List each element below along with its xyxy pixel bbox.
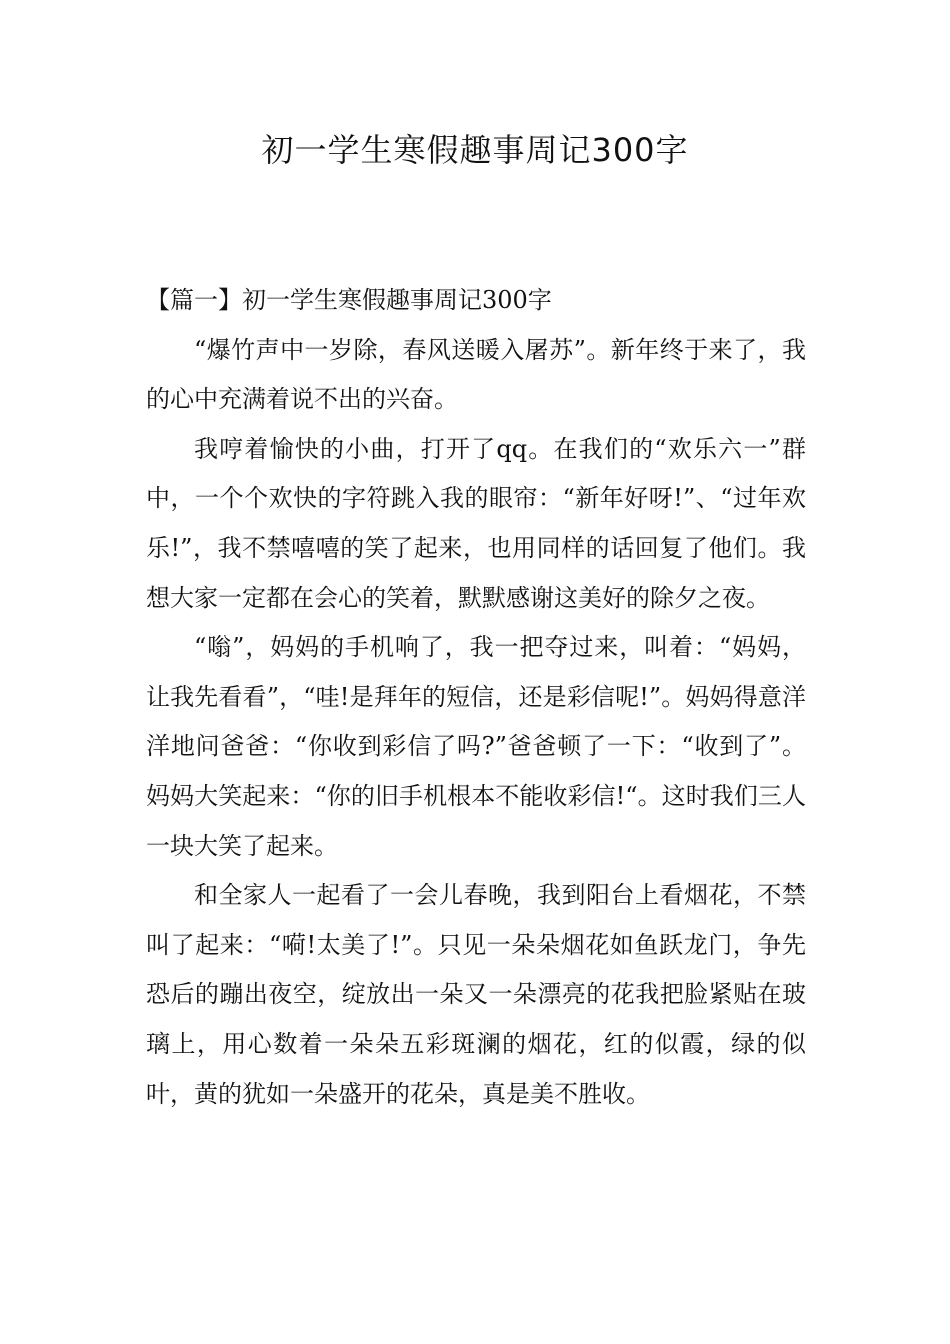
paragraph-4: 和全家人一起看了一会儿春晚，我到阳台上看烟花，不禁叫了起来：“嗬!太美了!”。只见一朵朵烟花如鱼跃龙门，争先恐后的蹦出夜空，绽放出一朵又一朵漂亮的花我把脸紧贴在玻璃上，用心数着一朵朵五彩斑澜的烟花，红的似霞，绿的似叶，黄的犹如一朵盛开的花朵，真是美不胜收。: [146, 881, 806, 1108]
document-title: 初一学生寒假趣事周记300字: [261, 131, 689, 169]
section-heading: 【篇一】初一学生寒假趣事周记300字: [146, 286, 552, 314]
paragraph-3: “嗡”，妈妈的手机响了，我一把夺过来，叫着：“妈妈，让我先看看”，“哇!是拜年的短信，还是彩信呢!”。妈妈得意洋洋地问爸爸：“你收到彩信了吗?”爸爸顿了一下：“收到了”。妈妈大笑起来：“你的旧手机根本不能收彩信!“。这时我们三人一块大笑了起来。: [146, 633, 806, 860]
paragraph-1: “爆竹声中一岁除，春风送暖入屠苏”。新年终于来了，我的心中充满着说不出的兴奋。: [146, 335, 806, 414]
paragraph-2: 我哼着愉快的小曲，打开了qq。在我们的“欢乐六一”群中，一个个欢快的字符跳入我的眼帘：“新年好呀!”、“过年欢乐!”，我不禁嘻嘻的笑了起来，也用同样的话回复了他们。我想大家一定都在会心的笑着，默默感谢这美好的除夕之夜。: [146, 434, 806, 612]
document-body: [146, 276, 806, 1119]
